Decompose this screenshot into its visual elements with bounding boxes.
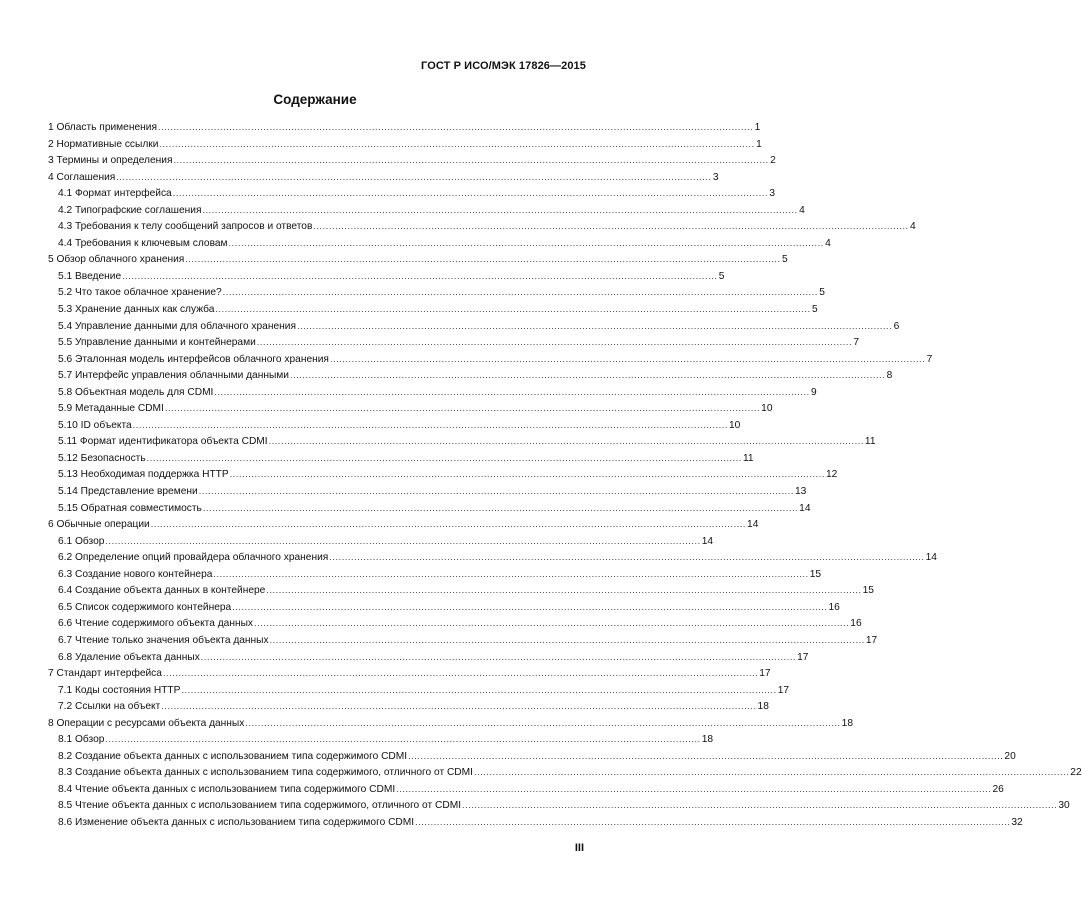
toc-dot-leader xyxy=(330,351,925,368)
toc-entry-page: 9 xyxy=(811,386,817,398)
toc-entry[interactable] xyxy=(48,731,714,748)
toc-entry-label: 5.2 Что такое облачное хранение? xyxy=(58,287,222,299)
toc-entry[interactable] xyxy=(48,367,893,384)
toc-dot-leader xyxy=(116,169,711,186)
toc-entry[interactable] xyxy=(48,169,719,186)
toc-dot-leader xyxy=(408,748,1003,765)
toc-dot-leader xyxy=(202,202,797,219)
toc-dot-leader xyxy=(203,500,798,517)
toc-dot-leader xyxy=(214,384,809,401)
toc-entry[interactable] xyxy=(48,549,937,566)
toc-entry-page: 11 xyxy=(864,436,876,448)
toc-dot-leader xyxy=(161,698,756,715)
toc-entry-page: 4 xyxy=(909,221,916,233)
toc-entry-label: 6.1 Обзор xyxy=(58,535,105,547)
toc-entry-page: 7 xyxy=(926,353,933,365)
toc-entry[interactable] xyxy=(48,351,933,368)
toc-dot-leader xyxy=(266,582,861,599)
document-code: ГОСТ Р ИСО/МЭК 17826—2015 xyxy=(421,60,586,72)
toc-entry[interactable] xyxy=(48,334,860,351)
toc-entry-page: 3 xyxy=(769,188,776,200)
page-number: III xyxy=(574,842,584,854)
toc-entry-label: 5.7 Интерфейс управления облачными данными xyxy=(58,370,289,382)
toc-entry[interactable] xyxy=(48,797,1070,814)
toc-entry-page: 13 xyxy=(794,486,807,498)
toc-entry-label: 5.1 Введение xyxy=(58,270,122,282)
toc-entry-label: 5 Обзор облачного хранения xyxy=(48,254,185,266)
toc-entry[interactable] xyxy=(48,632,878,649)
toc-entry-page: 5 xyxy=(812,304,818,316)
toc-entry[interactable] xyxy=(48,582,874,599)
toc-entry-page: 20 xyxy=(1004,750,1016,762)
toc-dot-leader xyxy=(230,466,825,483)
toc-dot-leader xyxy=(297,318,892,335)
toc-entry-label: 8.5 Чтение объекта данных с использованием типа содержимого, отличного от CDMI xyxy=(58,800,462,812)
toc-entry[interactable] xyxy=(48,483,807,500)
toc-entry[interactable] xyxy=(48,615,862,632)
toc-dot-leader xyxy=(329,549,924,566)
toc-entry-page: 10 xyxy=(761,403,773,415)
toc-entry-label: 8.6 Изменение объекта данных с использованием типа содержимого CDMI xyxy=(58,816,415,828)
toc-entry-page: 16 xyxy=(850,618,862,630)
toc-entry-label: 8.4 Чтение объекта данных с использованием типа содержимого CDMI xyxy=(58,783,396,795)
toc-entry-label: 5.6 Эталонная модель интерфейсов облачного хранения xyxy=(58,353,329,365)
toc-entry-label: 5.8 Объектная модель для CDMI xyxy=(58,386,214,398)
toc-entry-label: 6.5 Список содержимого контейнера xyxy=(58,601,232,613)
toc-entry[interactable] xyxy=(48,202,805,219)
toc-entry-label: 4.2 Типографские соглашения xyxy=(58,204,202,216)
toc-entry-page: 14 xyxy=(701,535,714,547)
toc-dot-leader xyxy=(215,301,810,318)
toc-entry-page: 12 xyxy=(825,469,838,481)
toc-entry-page: 18 xyxy=(841,717,853,729)
toc-entry-page: 16 xyxy=(828,601,840,613)
toc-entry-page: 15 xyxy=(809,568,822,580)
toc-dot-leader xyxy=(181,682,776,699)
toc-entry-label: 8.1 Обзор xyxy=(58,734,105,746)
toc-dot-leader xyxy=(173,152,768,169)
toc-entry-page: 14 xyxy=(747,519,759,531)
toc-entry-page: 18 xyxy=(701,734,714,746)
toc-entry-label: 6.2 Определение опций провайдера облачного хранения xyxy=(58,552,329,564)
toc-entry[interactable] xyxy=(48,516,759,533)
toc-entry-label: 4.4 Требования к ключевым словам xyxy=(58,237,228,249)
toc-dot-leader xyxy=(201,649,796,666)
toc-entry-label: 4.1 Формат интерфейса xyxy=(58,188,172,200)
toc-entry[interactable] xyxy=(48,715,853,732)
toc-entry-label: 5.14 Представление времени xyxy=(58,486,198,498)
toc-dot-leader xyxy=(133,417,728,434)
toc-entry[interactable] xyxy=(48,599,840,616)
toc-entry[interactable] xyxy=(48,665,771,682)
toc-entry[interactable] xyxy=(48,218,916,235)
toc-dot-leader xyxy=(199,483,794,500)
toc-entry[interactable] xyxy=(48,748,1016,765)
toc-dot-leader xyxy=(223,284,818,301)
toc-entry-page: 17 xyxy=(777,684,790,696)
toc-dot-leader xyxy=(159,136,754,153)
toc-dot-leader xyxy=(257,334,852,351)
toc-entry[interactable] xyxy=(48,533,714,550)
toc-entry-label: 8.3 Создание объекта данных с использованием типа содержимого, отличного от CDMI xyxy=(58,767,473,779)
toc-entry-label: 8.2 Создание объекта данных с использованием типа содержимого CDMI xyxy=(58,750,408,762)
toc-entry[interactable] xyxy=(48,649,809,666)
toc-entry-label: 7.2 Ссылки на объект xyxy=(58,701,161,713)
toc-dot-leader xyxy=(173,185,768,202)
toc-entry[interactable] xyxy=(48,814,1023,831)
toc-dot-leader xyxy=(105,533,700,550)
toc-dot-leader xyxy=(270,632,865,649)
toc-dot-leader xyxy=(122,268,717,285)
toc-entry-page: 14 xyxy=(925,552,937,564)
toc-entry-label: 3 Термины и определения xyxy=(48,155,173,167)
toc-entry-page: 2 xyxy=(770,155,776,167)
toc-entry[interactable] xyxy=(48,384,817,401)
toc-entry-page: 17 xyxy=(797,651,809,663)
toc-entry-label: 6.4 Создание объекта данных в контейнере xyxy=(58,585,266,597)
toc-dot-leader xyxy=(213,566,808,583)
toc-entry-label: 2 Нормативные ссылки xyxy=(48,138,159,150)
toc-entry-label: 6 Обычные операции xyxy=(48,519,150,531)
toc-dot-leader xyxy=(396,781,991,798)
toc-entry[interactable] xyxy=(48,301,818,318)
toc-entry-page: 7 xyxy=(853,337,860,349)
toc-dot-leader xyxy=(415,814,1010,831)
page-title: Содержание xyxy=(273,92,357,107)
toc-entry[interactable] xyxy=(48,682,790,699)
toc-entry-label: 7 Стандарт интерфейса xyxy=(48,668,162,680)
toc-dot-leader xyxy=(290,367,885,384)
toc-entry[interactable] xyxy=(48,566,822,583)
toc-entry[interactable] xyxy=(48,781,1004,798)
toc-entry[interactable] xyxy=(48,268,725,285)
toc-dot-leader xyxy=(185,251,780,268)
toc-entry-page: 11 xyxy=(742,452,754,464)
toc-entry-page: 6 xyxy=(893,320,900,332)
toc-entry-label: 6.6 Чтение содержимого объекта данных xyxy=(58,618,253,630)
toc-entry[interactable] xyxy=(48,185,776,202)
toc-dot-leader xyxy=(165,400,760,417)
toc-entry-page: 15 xyxy=(862,585,874,597)
toc-entry-page: 17 xyxy=(759,668,771,680)
toc-entry-page: 14 xyxy=(799,502,811,514)
toc-entry-page: 1 xyxy=(756,138,762,150)
toc-entry-label: 5.15 Обратная совместимость xyxy=(58,502,202,514)
toc-entry-label: 6.8 Удаление объекта данных xyxy=(58,651,200,663)
toc-entry[interactable] xyxy=(48,235,831,252)
toc-entry-page: 22 xyxy=(1070,767,1082,779)
toc-dot-leader xyxy=(254,615,849,632)
toc-entry[interactable] xyxy=(48,466,838,483)
toc-entry[interactable] xyxy=(48,500,811,517)
toc-entry[interactable] xyxy=(48,417,741,434)
toc-entry-page: 10 xyxy=(728,419,741,431)
toc-entry-page: 3 xyxy=(712,171,719,183)
toc-entry[interactable] xyxy=(48,698,769,715)
toc-entry-label: 5.5 Управление данными и контейнерами xyxy=(58,337,256,349)
toc-entry-page: 1 xyxy=(754,122,761,133)
toc-entry[interactable] xyxy=(48,433,876,450)
toc-dot-leader xyxy=(229,235,824,252)
toc-entry[interactable] xyxy=(48,152,776,169)
table-of-contents xyxy=(48,119,1082,831)
toc-entry-page: 32 xyxy=(1011,816,1023,828)
toc-entry[interactable] xyxy=(48,119,761,136)
toc-dot-leader xyxy=(163,665,758,682)
toc-entry-label: 5.3 Хранение данных как служба xyxy=(58,304,215,316)
toc-entry[interactable] xyxy=(48,284,825,301)
toc-entry-page: 18 xyxy=(757,701,769,713)
toc-entry-page: 17 xyxy=(865,634,878,646)
toc-entry-label: 4.3 Требования к телу сообщений запросов и ответов xyxy=(58,221,313,233)
toc-entry-label: 4 Соглашения xyxy=(48,171,116,183)
toc-dot-leader xyxy=(245,715,840,732)
toc-entry-page: 5 xyxy=(781,254,788,266)
toc-dot-leader xyxy=(313,218,908,235)
toc-entry[interactable] xyxy=(48,764,1082,781)
toc-entry-page: 4 xyxy=(799,204,805,216)
toc-entry-page: 30 xyxy=(1058,800,1070,812)
toc-entry-label: 5.11 Формат идентификатора объекта CDMI xyxy=(58,436,268,448)
toc-entry-label: 8 Операции с ресурсами объекта данных xyxy=(48,717,245,729)
toc-entry-label: 1 Область применения xyxy=(48,122,157,133)
toc-entry[interactable] xyxy=(48,450,754,467)
toc-entry-label: 5.4 Управление данными для облачного хранения xyxy=(58,320,296,332)
toc-dot-leader xyxy=(269,433,864,450)
toc-dot-leader xyxy=(474,764,1069,781)
toc-entry[interactable] xyxy=(48,251,788,268)
toc-entry-label: 6.7 Чтение только значения объекта данных xyxy=(58,634,269,646)
toc-dot-leader xyxy=(232,599,827,616)
toc-dot-leader xyxy=(151,516,746,533)
toc-entry[interactable] xyxy=(48,400,773,417)
toc-entry[interactable] xyxy=(48,318,900,335)
toc-entry-page: 5 xyxy=(718,270,725,282)
toc-entry-page: 4 xyxy=(825,237,831,249)
toc-entry-label: 5.13 Необходимая поддержка HTTP xyxy=(58,469,229,481)
toc-entry-label: 7.1 Коды состояния HTTP xyxy=(58,684,181,696)
toc-dot-leader xyxy=(147,450,742,467)
toc-dot-leader xyxy=(462,797,1057,814)
toc-entry-page: 26 xyxy=(992,783,1004,795)
toc-entry-label: 5.10 ID объекта xyxy=(58,419,132,431)
toc-entry-page: 8 xyxy=(886,370,893,382)
toc-entry[interactable] xyxy=(48,136,762,153)
toc-entry-label: 5.12 Безопасность xyxy=(58,452,146,464)
toc-entry-page: 5 xyxy=(819,287,825,299)
toc-dot-leader xyxy=(105,731,700,748)
toc-dot-leader xyxy=(158,119,753,136)
toc-entry-label: 6.3 Создание нового контейнера xyxy=(58,568,213,580)
toc-entry-label: 5.9 Метаданные CDMI xyxy=(58,403,164,415)
